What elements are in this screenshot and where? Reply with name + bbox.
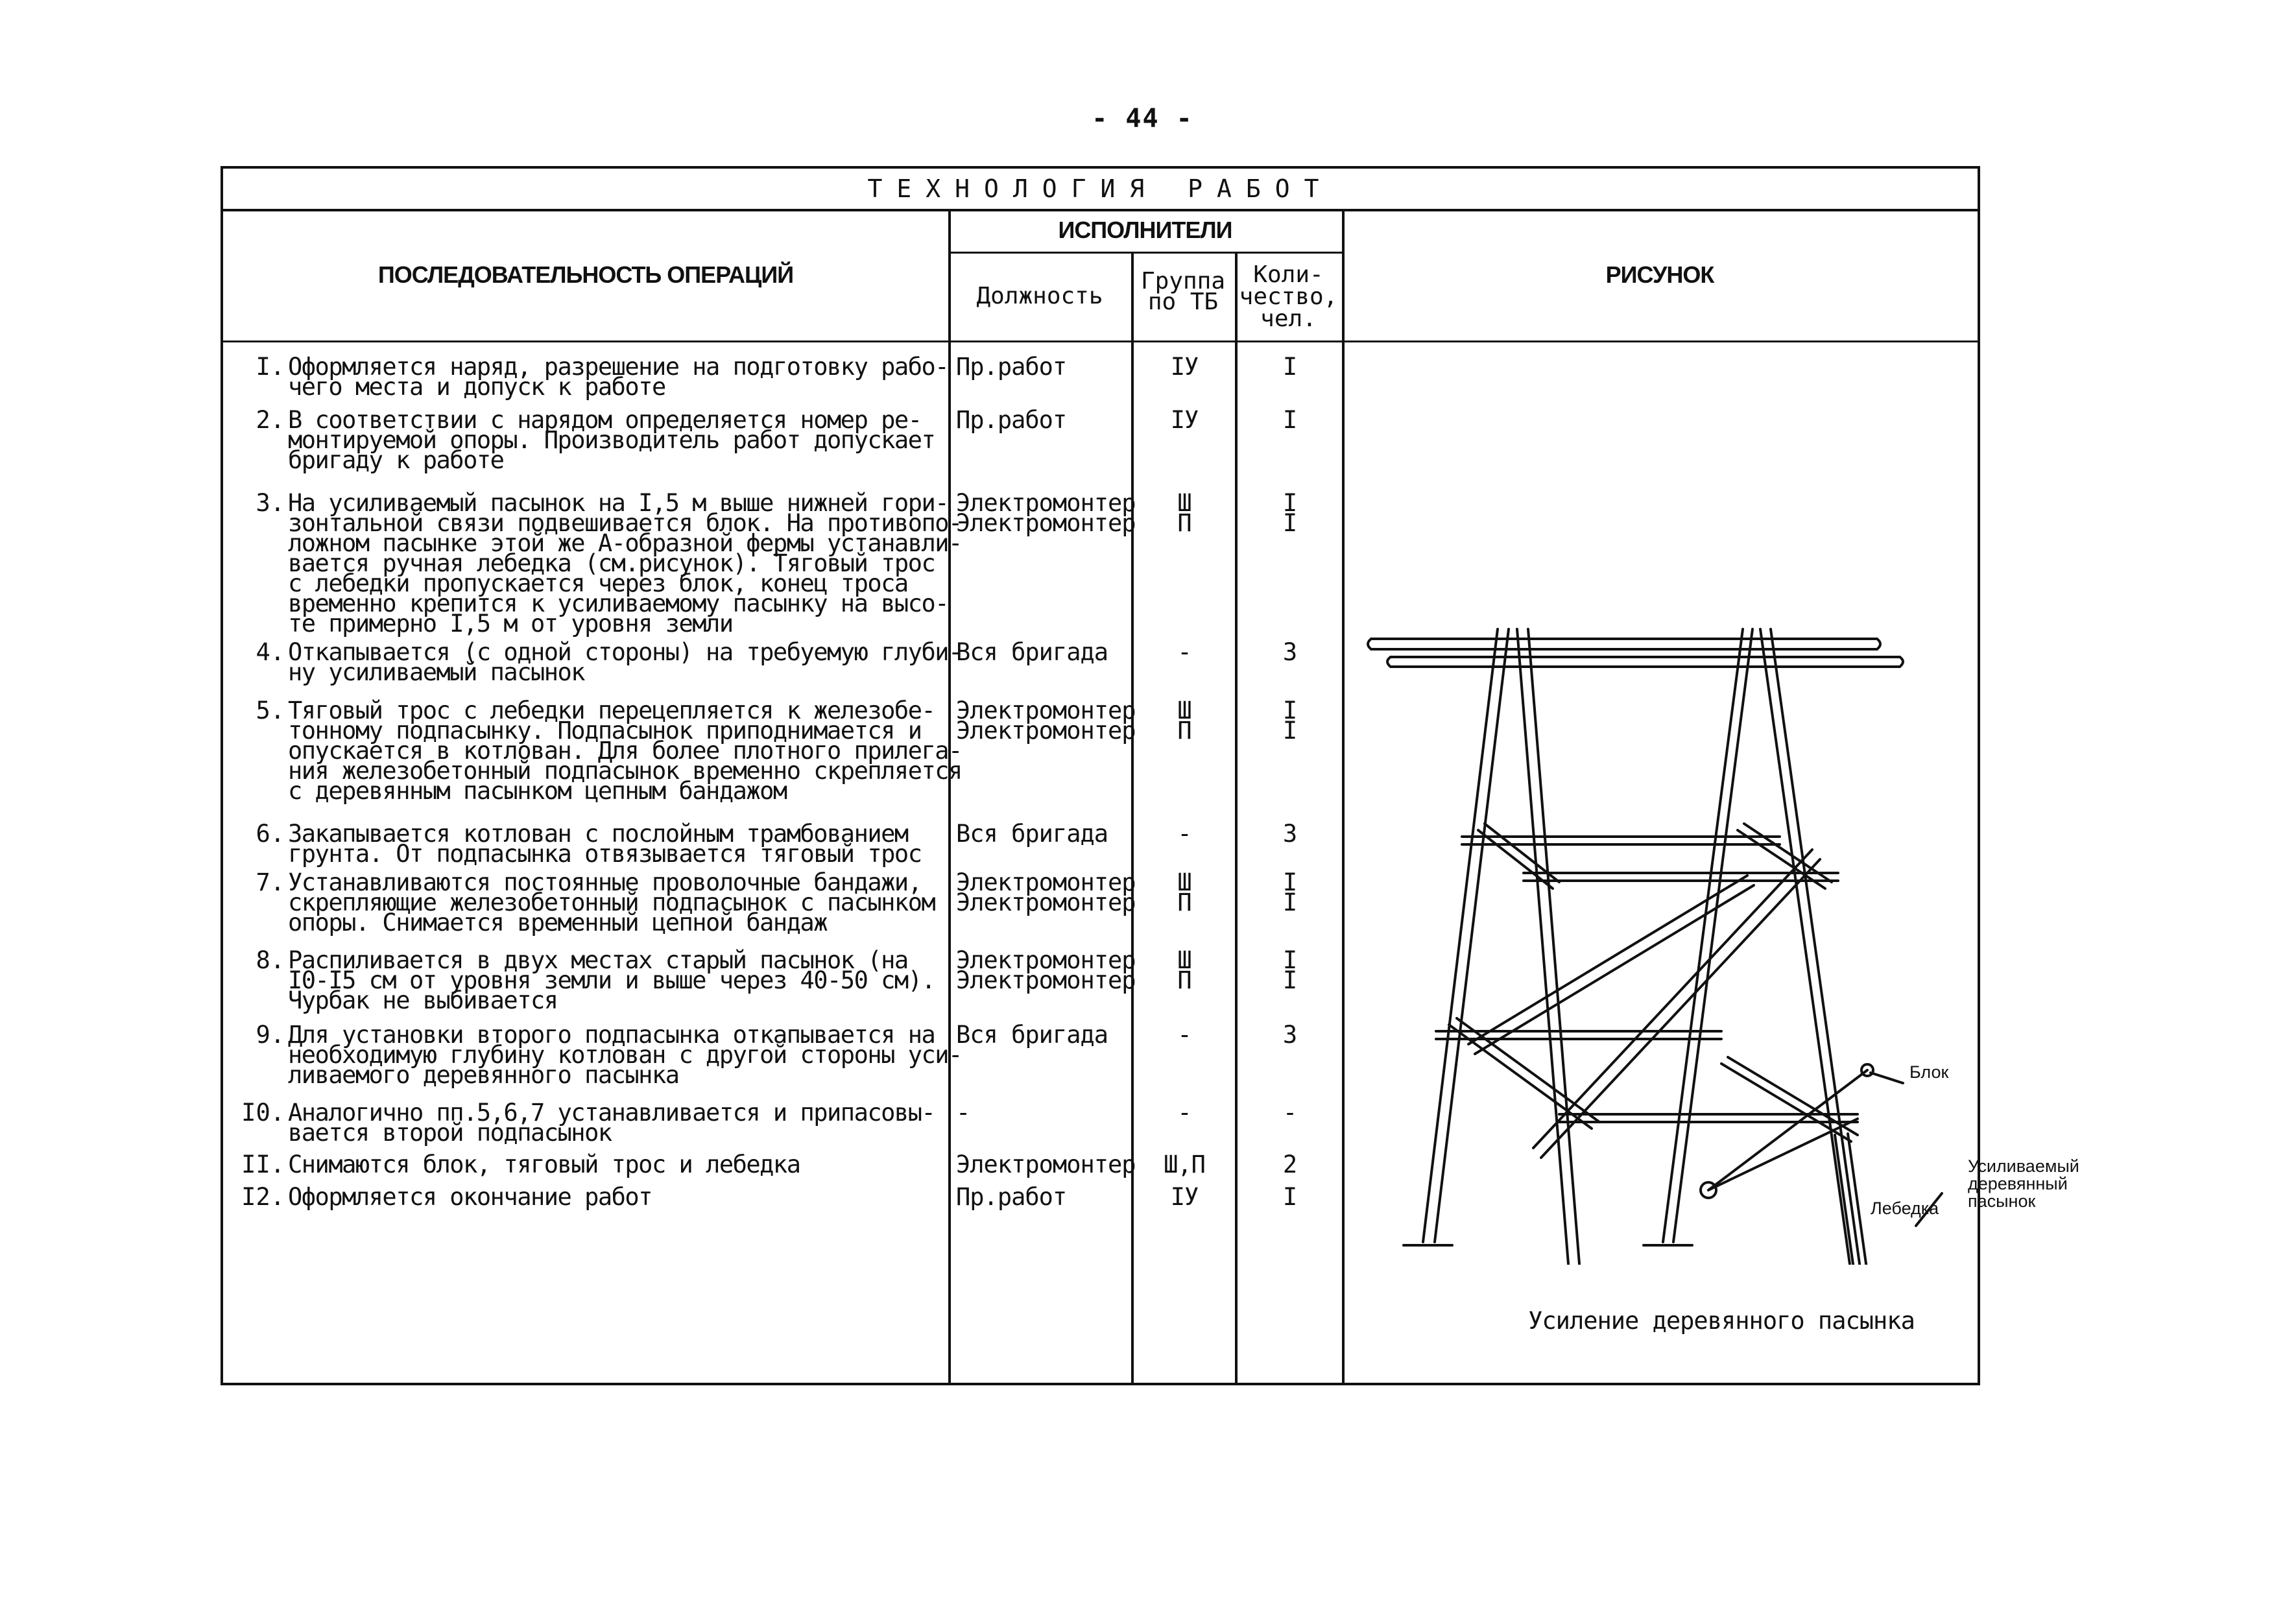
position-cell — [956, 820, 1108, 848]
operation-line: опоры. Снимается временный цепной бандаж — [288, 909, 828, 937]
label-stub-line1: Усиливаемый — [1968, 1156, 2079, 1176]
header-performers: ИСПОЛНИТЕЛИ — [1058, 217, 1232, 243]
operation-line: На усиливаемый пасынок на I,5 м выше нижней гори- — [288, 489, 949, 517]
operation-line: чего места и допуск к работе — [288, 373, 665, 401]
operation-line: вается ручная лебедка (см.рисунок). Тяговый трос — [288, 549, 935, 577]
position-cell — [956, 1021, 1108, 1049]
group-cell — [1134, 697, 1235, 745]
operation-line: Закапывается котлован с послойным трамбованием — [288, 820, 908, 848]
quantity-value: I — [1282, 489, 1297, 517]
group-value: IУ — [1170, 353, 1199, 381]
operation-line: Чурбак не выбивается — [288, 986, 558, 1014]
group-value: Ш — [1177, 697, 1191, 724]
group-value: IУ — [1170, 1183, 1199, 1211]
group-cell — [1134, 406, 1235, 434]
work-technology-table — [221, 166, 2079, 1385]
quantity-value: I — [1282, 697, 1297, 724]
quantity-value: I — [1282, 946, 1297, 974]
operation-line: I0-I5 см от уровня земли и выше через 40-50 см). — [288, 966, 935, 994]
position-cell — [956, 1151, 1136, 1178]
label-stub-line3: пасынок — [1968, 1191, 2036, 1211]
operation-line: ния железобетонный подпасынок временно скрепляется — [288, 757, 962, 785]
row-number: 3. — [256, 489, 285, 517]
position-cell — [956, 697, 1136, 745]
label-stub-line2: деревянный — [1968, 1174, 2068, 1193]
group-value: - — [1177, 638, 1191, 666]
operation-text — [288, 697, 962, 805]
operation-line: Тяговый трос с лебедки перецепляется к железобе- — [288, 697, 935, 724]
operation-line: временно крепится к усиливаемому пасынку на высо- — [288, 590, 949, 617]
group-cell — [1134, 1183, 1235, 1211]
quantity-value: I — [1282, 889, 1297, 916]
row-number: I2. — [241, 1183, 285, 1211]
figure-caption: Усиление деревянного пасынка — [1528, 1307, 1915, 1335]
header-qty-line2: чество, — [1239, 283, 1338, 310]
operation-line: Устанавливаются постоянные проволочные бандажи, — [288, 868, 922, 896]
operation-line: ну усиливаемый пасынок — [288, 658, 585, 686]
header-group-line1: Группа — [1140, 268, 1226, 294]
operation-text — [288, 1151, 943, 1178]
position-value: Пр.работ — [956, 353, 1067, 381]
operation-line: скрепляющие железобетонный подпасынок с пасынком — [288, 889, 935, 916]
position-cell — [956, 353, 1067, 381]
operation-text — [288, 868, 943, 937]
operation-text — [288, 489, 962, 638]
header-quantity — [1235, 258, 1342, 336]
position-value: Электромонтер — [956, 697, 1136, 724]
group-value: П — [1177, 509, 1191, 537]
quantity-cell — [1238, 1183, 1342, 1211]
row-number: 5. — [256, 697, 285, 724]
position-cell — [956, 489, 1136, 537]
position-value: - — [956, 1099, 970, 1127]
group-cell — [1134, 638, 1235, 666]
label-block: Блок — [1909, 1062, 1949, 1082]
quantity-value: I — [1282, 717, 1297, 745]
quantity-cell — [1238, 1151, 1342, 1178]
row-number: 8. — [256, 946, 285, 974]
quantity-value: I — [1282, 509, 1297, 537]
group-cell — [1134, 1151, 1235, 1178]
position-value: Пр.работ — [956, 1183, 1067, 1211]
operation-line: опускается в котлован. Для более плотного прилега- — [288, 737, 962, 765]
group-value: - — [1177, 1021, 1191, 1049]
header-qty-line1: Коли- — [1253, 261, 1324, 288]
group-cell — [1134, 820, 1235, 848]
group-cell — [1134, 489, 1235, 537]
operation-line: Оформляется окончание работ — [288, 1183, 652, 1211]
quantity-value: 3 — [1282, 638, 1297, 666]
operation-text — [288, 406, 943, 474]
label-stub — [1968, 1158, 2079, 1210]
operation-text — [288, 1183, 943, 1211]
position-value: Вся бригада — [956, 638, 1108, 666]
group-value: П — [1177, 966, 1191, 994]
group-cell — [1134, 353, 1235, 381]
operation-text — [288, 638, 962, 686]
row-number: 4. — [256, 638, 285, 666]
tower-reinforcement-drawing — [1358, 383, 1981, 1265]
operation-line: грунта. От подпасынка отвязывается тяговый трос — [288, 840, 922, 868]
position-cell — [956, 868, 1136, 916]
position-value: Вся бригада — [956, 1021, 1108, 1049]
quantity-cell — [1238, 638, 1342, 666]
row-number: I. — [256, 353, 285, 381]
operation-text — [288, 1021, 962, 1089]
group-cell — [1134, 1099, 1235, 1127]
quantity-cell — [1238, 1021, 1342, 1049]
label-winch: Лебедка — [1871, 1199, 1939, 1218]
operation-text — [288, 820, 943, 868]
quantity-cell — [1238, 406, 1342, 434]
position-value: Электромонтер — [956, 966, 1136, 994]
position-value: Электромонтер — [956, 868, 1136, 896]
position-value: Электромонтер — [956, 1151, 1136, 1178]
position-value: Электромонтер — [956, 889, 1136, 916]
operation-line: необходимую глубину котлован с другой стороны уси- — [288, 1041, 962, 1069]
quantity-value: 3 — [1282, 1021, 1297, 1049]
header-group-line2: по ТБ — [1147, 289, 1219, 315]
position-cell — [956, 946, 1136, 994]
quantity-cell — [1238, 353, 1342, 381]
row-number: 6. — [256, 820, 285, 848]
operation-line: тонному подпасынку. Подпасынок приподнимается и — [288, 717, 922, 745]
quantity-value: 3 — [1282, 820, 1297, 848]
position-value: Вся бригада — [956, 820, 1108, 848]
operation-line: ливаемого деревянного пасынка — [288, 1061, 679, 1089]
column-divider-qty — [1342, 209, 1345, 1383]
group-value: IУ — [1170, 406, 1199, 434]
quantity-value: - — [1282, 1099, 1297, 1127]
operation-text — [288, 946, 943, 1014]
position-value: Электромонтер — [956, 717, 1136, 745]
operation-line: Оформляется наряд, разрешение на подготовку рабо- — [288, 353, 949, 381]
operation-line: с лебедки пропускается через блок, конец троса — [288, 569, 908, 597]
group-cell — [1134, 1021, 1235, 1049]
quantity-value: I — [1282, 1183, 1297, 1211]
row-number: 9. — [256, 1021, 285, 1049]
operation-line: Аналогично пп.5,6,7 устанавливается и припасовы- — [288, 1099, 935, 1127]
group-value: Ш,П — [1164, 1151, 1205, 1178]
position-cell — [956, 638, 1108, 666]
header-bottom-line — [223, 340, 1978, 342]
header-position: Должность — [976, 282, 1103, 309]
row-number: I0. — [241, 1099, 285, 1127]
operation-line: бригаду к работе — [288, 446, 504, 474]
operation-text — [288, 353, 949, 401]
header-figure: РИСУНОК — [1605, 261, 1714, 288]
quantity-value: I — [1282, 966, 1297, 994]
header-group — [1131, 259, 1235, 324]
quantity-value: I — [1282, 406, 1297, 434]
operation-line: ложном пасынке этой же А-образной фермы устанавли- — [288, 529, 962, 557]
position-value: Электромонтер — [956, 489, 1136, 517]
quantity-cell — [1238, 1099, 1342, 1127]
header-qty-line3: чел. — [1260, 305, 1317, 332]
page-number: - 44 - — [1092, 104, 1193, 134]
row-number: 2. — [256, 406, 285, 434]
table-title: ТЕХНОЛОГИЯ РАБОТ — [223, 169, 1978, 211]
quantity-cell — [1238, 697, 1342, 745]
operation-text — [288, 1099, 943, 1147]
position-cell — [956, 406, 1067, 434]
quantity-value: 2 — [1282, 1151, 1297, 1178]
quantity-cell — [1238, 946, 1342, 994]
quantity-value: I — [1282, 868, 1297, 896]
group-value: П — [1177, 889, 1191, 916]
quantity-cell — [1238, 868, 1342, 916]
group-cell — [1134, 868, 1235, 916]
group-value: - — [1177, 820, 1191, 848]
quantity-value: I — [1282, 353, 1297, 381]
position-value: Пр.работ — [956, 406, 1067, 434]
operation-line: Распиливается в двух местах старый пасынок (на — [288, 946, 908, 974]
position-value: Электромонтер — [956, 509, 1136, 537]
header-operations: ПОСЛЕДОВАТЕЛЬНОСТЬ ОПЕРАЦИЙ — [377, 261, 794, 288]
row-number: II. — [241, 1151, 285, 1178]
column-divider-operations — [948, 209, 951, 1383]
operation-line: те примерно I,5 м от уровня земли — [288, 610, 733, 638]
quantity-cell — [1238, 489, 1342, 537]
position-cell — [956, 1183, 1067, 1211]
operation-line: Откапывается (с одной стороны) на требуемую глуби- — [288, 638, 962, 666]
group-value: - — [1177, 1099, 1191, 1127]
group-cell — [1134, 946, 1235, 994]
position-value: Электромонтер — [956, 946, 1136, 974]
operation-line: монтируемой опоры. Производитель работ допускает — [288, 426, 935, 454]
group-value: Ш — [1177, 868, 1191, 896]
row-number: 7. — [256, 868, 285, 896]
position-cell — [956, 1099, 970, 1127]
group-value: П — [1177, 717, 1191, 745]
group-value: Ш — [1177, 489, 1191, 517]
operation-line: Для установки второго подпасынка откапывается на — [288, 1021, 935, 1049]
operation-line: В соответствии с нарядом определяется номер ре- — [288, 406, 922, 434]
operation-line: Снимаются блок, тяговый трос и лебедка — [288, 1151, 800, 1178]
quantity-cell — [1238, 820, 1342, 848]
operation-line: вается второй подпасынок — [288, 1119, 612, 1147]
operation-line: с деревянным пасынком цепным бандажом — [288, 777, 787, 805]
operation-line: зонтальной связи подвешивается блок. На противопо- — [288, 509, 962, 537]
group-value: Ш — [1177, 946, 1191, 974]
